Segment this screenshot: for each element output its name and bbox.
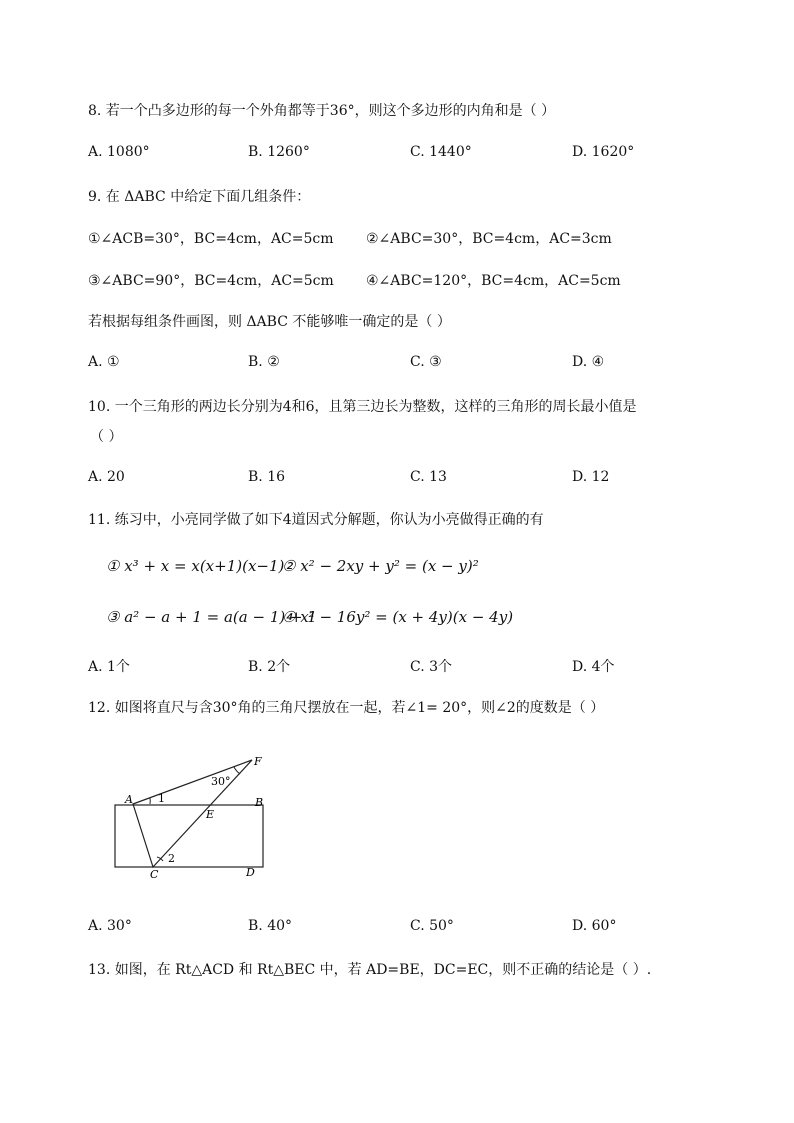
q12-text: 12. 如图将直尺与含30°角的三角尺摆放在一起，若∠1= 20°，则∠2的度数是（ ） — [88, 700, 605, 716]
label-e: E — [206, 808, 215, 821]
ruler-rect — [115, 805, 263, 867]
q11-text: 11. 练习中，小亮同学做了如下4道因式分解题，你认为小亮做得正确的有 — [88, 512, 544, 528]
label-a: A — [125, 793, 133, 806]
q10-option-b: B. 16 — [248, 469, 286, 485]
label-angle-2: 2 — [168, 852, 175, 865]
q10-paren: （ ） — [90, 429, 123, 445]
q9-text: 9. 在 ΔABC 中给定下面几组条件： — [88, 189, 311, 205]
q8-option-a: A. 1080° — [88, 144, 150, 160]
q11-option-a: A. 1个 — [88, 659, 130, 675]
q9-cond-4: ④∠ABC=120°，BC=4cm，AC=5cm — [366, 273, 621, 289]
q9-cond-1: ①∠ACB=30°，BC=4cm，AC=5cm — [88, 231, 334, 247]
q11-option-b: B. 2个 — [248, 659, 291, 675]
q11-eq-2: ② x² − 2xy + y² = (x − y)² — [282, 557, 479, 575]
label-b: B — [255, 796, 264, 809]
label-angle-30: 30° — [211, 775, 231, 788]
q11-eq-1: ① x³ + x = x(x+1)(x−1) — [106, 557, 285, 575]
q8-option-c: C. 1440° — [410, 144, 472, 160]
q9-option-d: D. ④ — [572, 354, 605, 370]
q11-eq-3: ③ a² − a + 1 = a(a − 1) + 1 — [106, 608, 317, 626]
q10-option-a: A. 20 — [88, 469, 125, 485]
q9-option-b: B. ② — [248, 354, 280, 370]
label-d: D — [246, 866, 255, 879]
q12-option-d: D. 60° — [572, 918, 617, 934]
q10-option-d: D. 12 — [572, 469, 610, 485]
label-angle-1: 1 — [158, 792, 165, 805]
q13-text: 13. 如图，在 Rt△ACD 和 Rt△BEC 中，若 AD=BE，DC=EC，则不正确的结论是（ ）. — [88, 962, 652, 978]
q10-option-c: C. 13 — [410, 469, 447, 485]
q12-option-b: B. 40° — [248, 918, 293, 934]
label-f: F — [254, 755, 262, 768]
q8-text: 8. 若一个凸多边形的每一个外角都等于36°，则这个多边形的内角和是（ ） — [88, 103, 556, 119]
q8-option-d: D. 1620° — [572, 144, 635, 160]
q8-option-b: B. 1260° — [248, 144, 310, 160]
q11-option-d: D. 4个 — [572, 659, 615, 675]
triangle-afc — [133, 760, 252, 867]
q12-figure — [100, 745, 280, 885]
angle-30-arc — [234, 767, 240, 774]
q9-option-a: A. ① — [88, 354, 120, 370]
q10-text: 10. 一个三角形的两边长分别为4和6，且第三边长为整数，这样的三角形的周长最小值是 — [88, 399, 637, 415]
q9-prompt: 若根据每组条件画图，则 ΔABC 不能够唯一确定的是（ ） — [88, 314, 451, 330]
q9-cond-3: ③∠ABC=90°，BC=4cm，AC=5cm — [88, 273, 334, 289]
q11-eq-4: ④ x² − 16y² = (x + 4y)(x − 4y) — [282, 608, 514, 626]
label-c: C — [150, 868, 159, 881]
q9-cond-2: ②∠ABC=30°，BC=4cm，AC=3cm — [366, 231, 612, 247]
q11-option-c: C. 3个 — [410, 659, 453, 675]
q9-option-c: C. ③ — [410, 354, 442, 370]
q12-option-a: A. 30° — [88, 918, 132, 934]
q12-option-c: C. 50° — [410, 918, 454, 934]
